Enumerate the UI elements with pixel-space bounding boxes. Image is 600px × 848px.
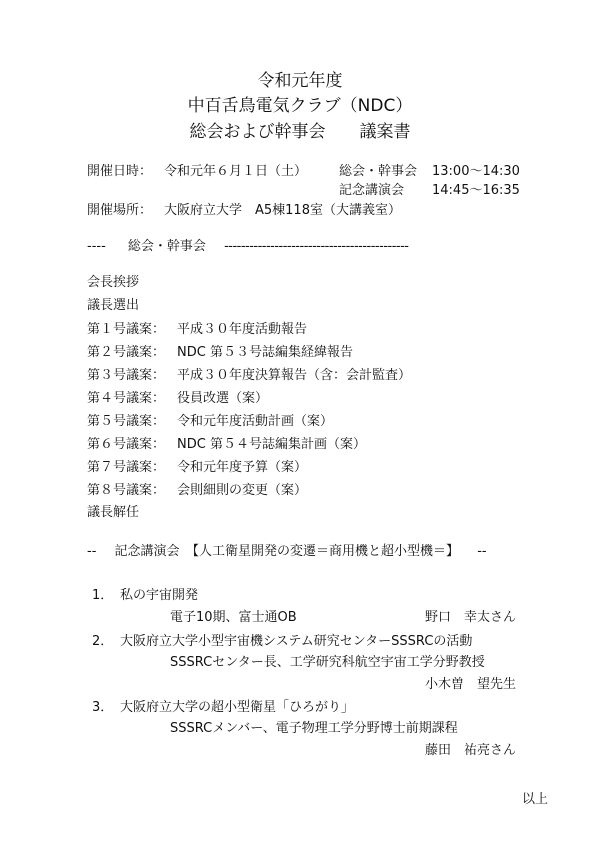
agenda-label: 第２号議案： [87, 345, 166, 360]
agenda-item [87, 387, 269, 406]
agenda-item [87, 318, 308, 337]
agenda-label: 第８号議案： [87, 483, 166, 498]
agenda-text: 役員改選（案） [177, 391, 269, 406]
agenda-label: 第５号議案： [87, 414, 166, 429]
agenda-label: 第６号議案： [87, 437, 166, 452]
agenda-item [87, 271, 139, 290]
place-label: 開催場所： [87, 203, 153, 218]
closing-remark: 以上 [522, 792, 549, 807]
agenda-item [87, 501, 139, 520]
section2-header [87, 540, 487, 559]
agenda-text: 会則細則の変更（案） [177, 483, 308, 498]
lecture-affiliation: 電子10期、富士通OB [170, 610, 297, 625]
lecture-affiliation: SSSRCメンバー、電子物理工学分野博士前期課程 [170, 721, 458, 736]
agenda-label: 議長解任 [87, 505, 140, 520]
session1-time: 13:00～14:30 [432, 164, 520, 179]
agenda-item [87, 410, 334, 429]
document-title-club: 中百舌鳥電気クラブ（NDC） [187, 96, 413, 116]
section1-suffix: -------------------------------------------- [224, 239, 409, 254]
lecture-speaker: 野口 幸太さん [425, 610, 517, 625]
session1-name: 総会・幹事会 [339, 164, 418, 179]
agenda-label: 第４号議案： [87, 391, 166, 406]
date-value: 令和元年６月１日（土） [164, 164, 308, 179]
agenda-item [87, 479, 308, 498]
agenda-text: 令和元年度予算（案） [177, 460, 308, 475]
agenda-text: 令和元年度活動計画（案） [177, 414, 334, 429]
agenda-item [87, 294, 139, 313]
lecture-title: 大阪府立大学小型宇宙機システム研究センターSSSRCの活動 [120, 634, 473, 649]
lecture-number: 1． [92, 588, 114, 603]
agenda-item [87, 433, 366, 452]
agenda-label: 議長選出 [87, 298, 140, 313]
section1-header [87, 235, 408, 254]
lecture-title: 私の宇宙開発 [120, 588, 199, 603]
session2-time: 14:45～16:35 [432, 183, 520, 198]
section1-title: 総会・幹事会 [127, 239, 206, 254]
place-value: 大阪府立大学 A5棟118室（大講義室） [164, 203, 401, 218]
section2-prefix: -- [87, 544, 97, 559]
agenda-text: 平成３０年度活動報告 [177, 322, 308, 337]
lecture-speaker: 小木曽 望先生 [425, 677, 517, 692]
agenda-text: NDC 第５３号誌編集経緯報告 [177, 345, 353, 360]
lecture-title: 大阪府立大学の超小型衛星「ひろがり」 [120, 700, 355, 715]
agenda-label: 第７号議案： [87, 460, 166, 475]
lecture-affiliation: SSSRCセンター長、工学研究科航空宇宙工学分野教授 [170, 655, 485, 670]
agenda-item [87, 456, 308, 475]
date-label: 開催日時： [87, 164, 153, 179]
lecture-speaker: 藤田 祐亮さん [425, 743, 517, 758]
document-title-meeting: 総会および幹事会 議案書 [189, 122, 411, 142]
agenda-label: 第１号議案： [87, 322, 166, 337]
agenda-text: 平成３０年度決算報告（含：会計監査） [177, 368, 412, 383]
document-title-year: 令和元年度 [257, 71, 343, 91]
section2-suffix: -- [477, 544, 487, 559]
section1-prefix: ---- [87, 239, 106, 254]
agenda-label: 会長挨拶 [87, 275, 140, 290]
lecture-number: 2． [92, 634, 114, 649]
agenda-text: NDC 第５４号誌編集計画（案） [177, 437, 366, 452]
agenda-item [87, 364, 412, 383]
session2-name: 記念講演会 [339, 183, 405, 198]
lecture-number: 3． [92, 700, 114, 715]
agenda-item [87, 341, 353, 360]
agenda-label: 第３号議案： [87, 368, 166, 383]
section2-title: 記念講演会 【人工衛星開発の変遷＝商用機と超小型機＝】 [114, 544, 460, 559]
